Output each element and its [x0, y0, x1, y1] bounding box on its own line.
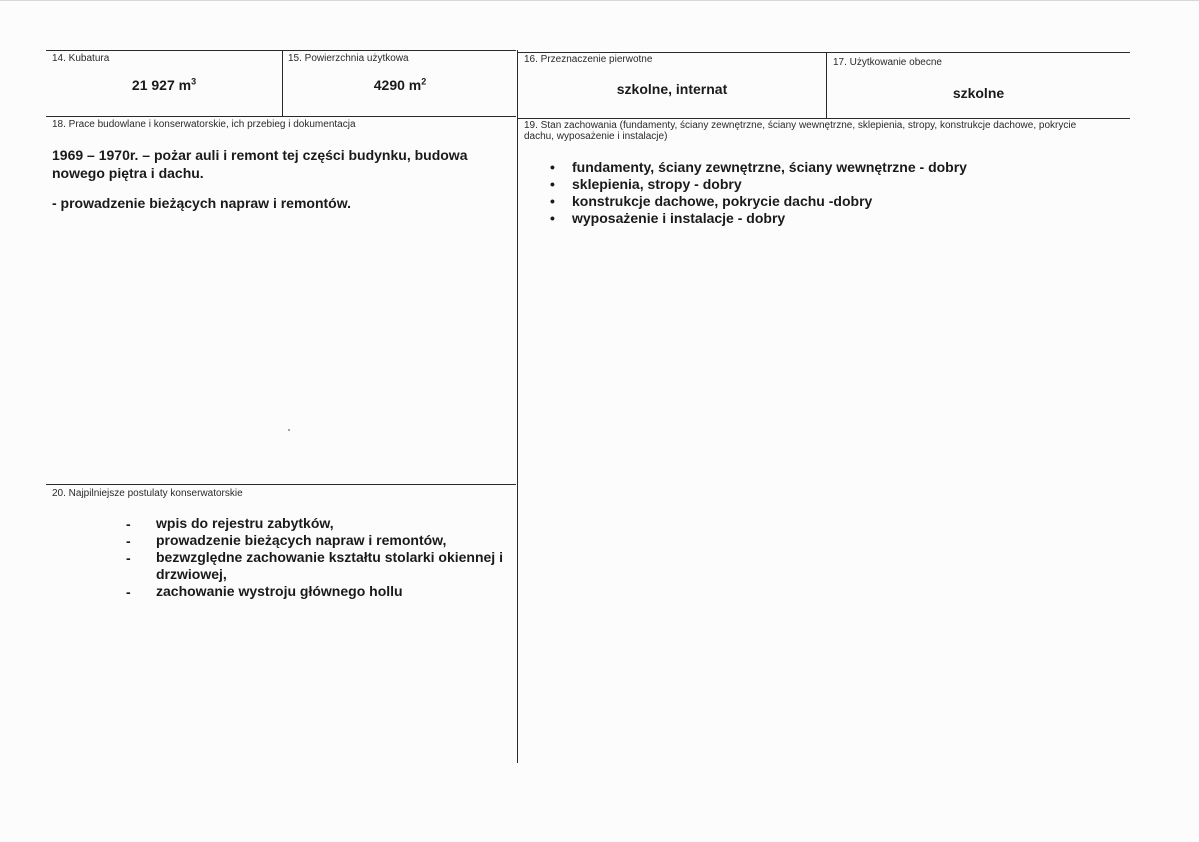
field-18-paragraph-1: 1969 – 1970r. – pożar auli i remont tej części budynku, budowa nowego piętra i dachu. [52, 147, 468, 181]
field-19-list [546, 159, 1106, 227]
list-item [126, 583, 518, 600]
field-20-list [126, 515, 518, 600]
scan-speck [288, 429, 290, 431]
dash-mark: - [126, 550, 131, 566]
field-16-value: szkolne, internat [616, 81, 728, 97]
list-item [546, 210, 1106, 227]
row1-bottom-rule [46, 116, 516, 117]
field-19-label: 19. Stan zachowania (fundamenty, ściany zewnętrzne, ściany wewnętrzne, sklepienia, stropy, konstrukcje dachowe, pokrycie dachu, wyposażenie i instalacje) [524, 120, 1077, 142]
list-item [126, 532, 518, 549]
col-divider-main [517, 50, 518, 763]
bullet-mark: • [550, 193, 555, 209]
dash-mark: - [126, 533, 131, 549]
list-item-text: zachowanie wystroju głównego hollu [156, 583, 403, 599]
field-14-value-exponent: 3 [191, 76, 197, 87]
list-item-text: konstrukcje dachowe, pokrycie dachu -dobry [572, 193, 873, 209]
bullet-mark: • [550, 159, 555, 175]
list-item [546, 159, 1106, 176]
field-15-value [283, 77, 517, 93]
field-18-label: 18. Prace budowlane i konserwatorskie, ich przebieg i dokumentacja [52, 119, 356, 130]
field-15-value-exponent: 2 [421, 76, 427, 87]
list-item-text: bezwzględne zachowanie kształtu stolarki okiennej i drzwiowej, [156, 549, 503, 582]
list-item-text: wyposażenie i instalacje - dobry [572, 210, 786, 226]
list-item-text: fundamenty, ściany zewnętrzne, ściany wewnętrzne - dobry [572, 159, 967, 175]
list-item-text: prowadzenie bieżących napraw i remontów, [156, 532, 447, 548]
field-15-label: 15. Powierzchnia użytkowa [288, 53, 409, 64]
field-17-value: szkolne [952, 85, 1005, 101]
field-14-label: 14. Kubatura [52, 53, 110, 64]
field-18-paragraph-2: - prowadzenie bieżących napraw i remontów. [52, 195, 351, 211]
list-item [126, 549, 518, 583]
row1-top-rule [46, 50, 516, 51]
row1-top-rule-right [518, 52, 1130, 53]
list-item-text: sklepienia, stropy - dobry [572, 176, 742, 192]
bullet-mark: • [550, 176, 555, 192]
row1-bottom-rule-right [518, 118, 1130, 119]
field-14-value-text: 21 927 m [131, 77, 192, 93]
bullet-mark: • [550, 210, 555, 226]
list-item [126, 515, 518, 532]
field-20-label: 20. Najpilniejsze postulaty konserwatorskie [52, 488, 243, 499]
dash-mark: - [126, 516, 131, 532]
field-15-value-text: 4290 m [373, 77, 422, 93]
list-item [546, 193, 1106, 210]
field-16-label: 16. Przeznaczenie pierwotne [524, 54, 653, 65]
list-item [546, 176, 1106, 193]
dash-mark: - [126, 584, 131, 600]
field-14-value [46, 77, 282, 93]
field-17-label: 17. Użytkowanie obecne [833, 57, 942, 68]
list-item-text: wpis do rejestru zabytków, [156, 515, 334, 531]
section20-top-rule [46, 484, 516, 485]
